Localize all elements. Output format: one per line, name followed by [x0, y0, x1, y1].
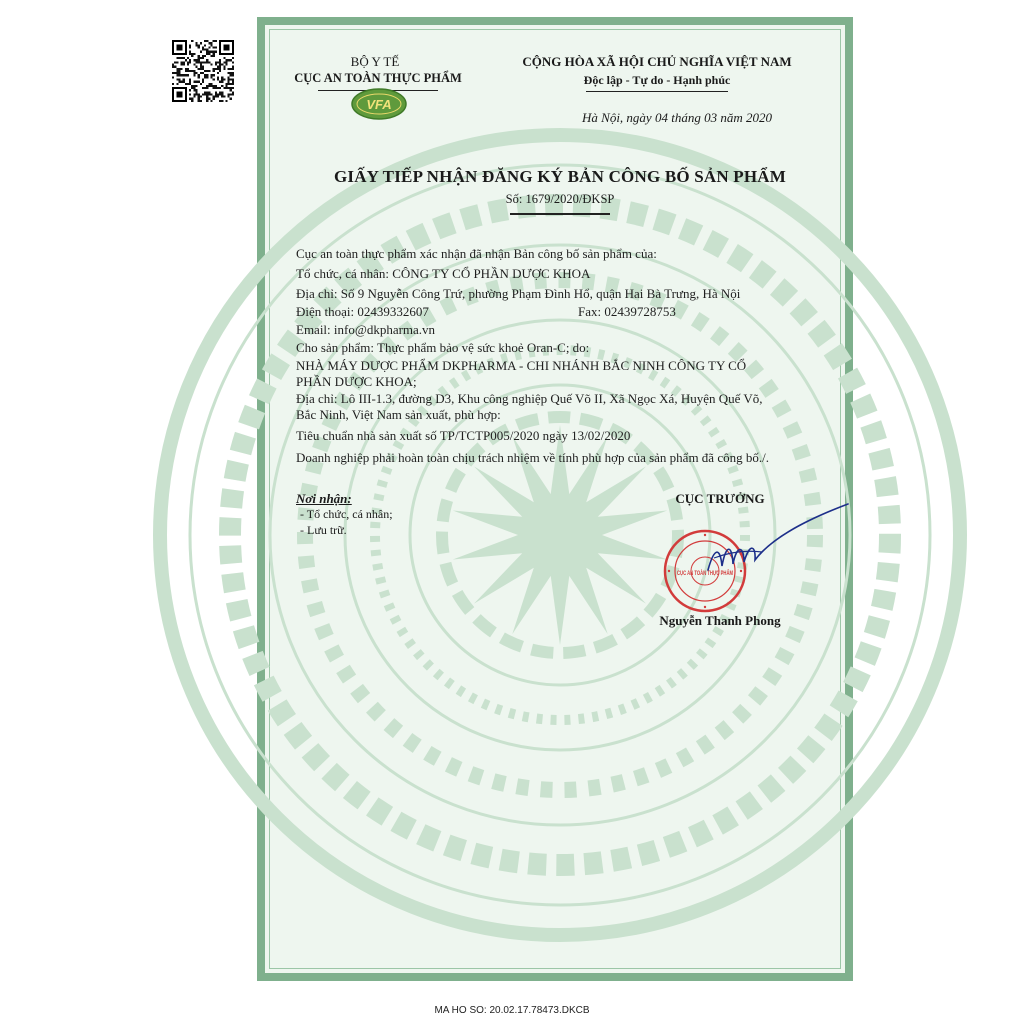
recipient-item: - Tổ chức, cá nhân; — [300, 507, 393, 521]
signer-title: CỤC TRƯỞNG — [675, 491, 765, 506]
document-title: GIẤY TIẾP NHẬN ĐĂNG KÝ BẢN CÔNG BỐ SẢN PHẨM — [333, 167, 787, 186]
product-line: Cho sản phẩm: Thực phẩm bảo vệ sức khoẻ Oran-C; do: — [296, 340, 590, 355]
vfa-logo-text: VFA — [366, 97, 392, 112]
factory-address-line-2: Bắc Ninh, Việt Nam sản xuất, phù hợp: — [296, 407, 501, 422]
motto-underline — [586, 91, 728, 92]
recipient-item: - Lưu trữ. — [300, 523, 347, 537]
ministry-name: BỘ Y TẾ — [350, 54, 400, 69]
issue-date: Hà Nội, ngày 04 tháng 03 năm 2020 — [582, 110, 772, 125]
country-name: CỘNG HÒA XÃ HỘI CHỦ NGHĨA VIỆT NAM — [522, 54, 792, 69]
national-motto: Độc lập - Tự do - Hạnh phúc — [583, 73, 731, 87]
factory-address-line-1: Địa chỉ: Lô III-1.3, đường D3, Khu công nghiệp Quế Võ II, Xã Ngọc Xá, Huyện Quế Võ, — [296, 391, 763, 406]
stamp-text: CỤC AN TOÀN THỰC PHẨM — [677, 570, 764, 577]
factory-line-2: PHẦN DƯỢC KHOA; — [296, 374, 417, 389]
organization-line: Tổ chức, cá nhân: CÔNG TY CỔ PHẦN DƯỢC KHOA — [296, 266, 591, 281]
responsibility-line: Doanh nghiệp phải hoàn toàn chịu trách nhiệm về tính phù hợp của sản phẩm đã công bố./. — [296, 450, 769, 465]
fax-line: Fax: 02439728753 — [578, 304, 676, 319]
certificate-document — [257, 17, 853, 981]
factory-line-1: NHÀ MÁY DƯỢC PHẨM DKPHARMA - CHI NHÁNH BẮC NINH CÔNG TY CỔ — [296, 358, 747, 373]
qr-code — [168, 40, 238, 102]
agency-name: CỤC AN TOÀN THỰC PHẨM — [294, 71, 462, 85]
file-code: MA HO SO: 20.02.17.78473.DKCB — [434, 1005, 590, 1016]
organization-address: Địa chỉ: Số 9 Nguyễn Công Trứ, phường Phạm Đình Hổ, quận Hai Bà Trưng, Hà Nội — [296, 286, 741, 301]
intro-text: Cục an toàn thực phẩm xác nhận đã nhận Bản công bố sản phẩm của: — [296, 246, 657, 261]
document-number: Số: 1679/2020/ĐKSP — [505, 192, 615, 206]
signer-name: Nguyễn Thanh Phong — [659, 613, 781, 628]
handwritten-signature — [700, 500, 850, 590]
vfa-logo — [348, 86, 410, 122]
title-underline — [510, 213, 610, 215]
phone-line: Điện thoại: 02439332607 — [296, 304, 429, 319]
standard-line: Tiêu chuẩn nhà sản xuất số TP/TCTP005/2020 ngày 13/02/2020 — [296, 428, 631, 443]
email-line: Email: info@dkpharma.vn — [296, 322, 436, 337]
recipients-title: Nơi nhận: — [296, 491, 352, 506]
